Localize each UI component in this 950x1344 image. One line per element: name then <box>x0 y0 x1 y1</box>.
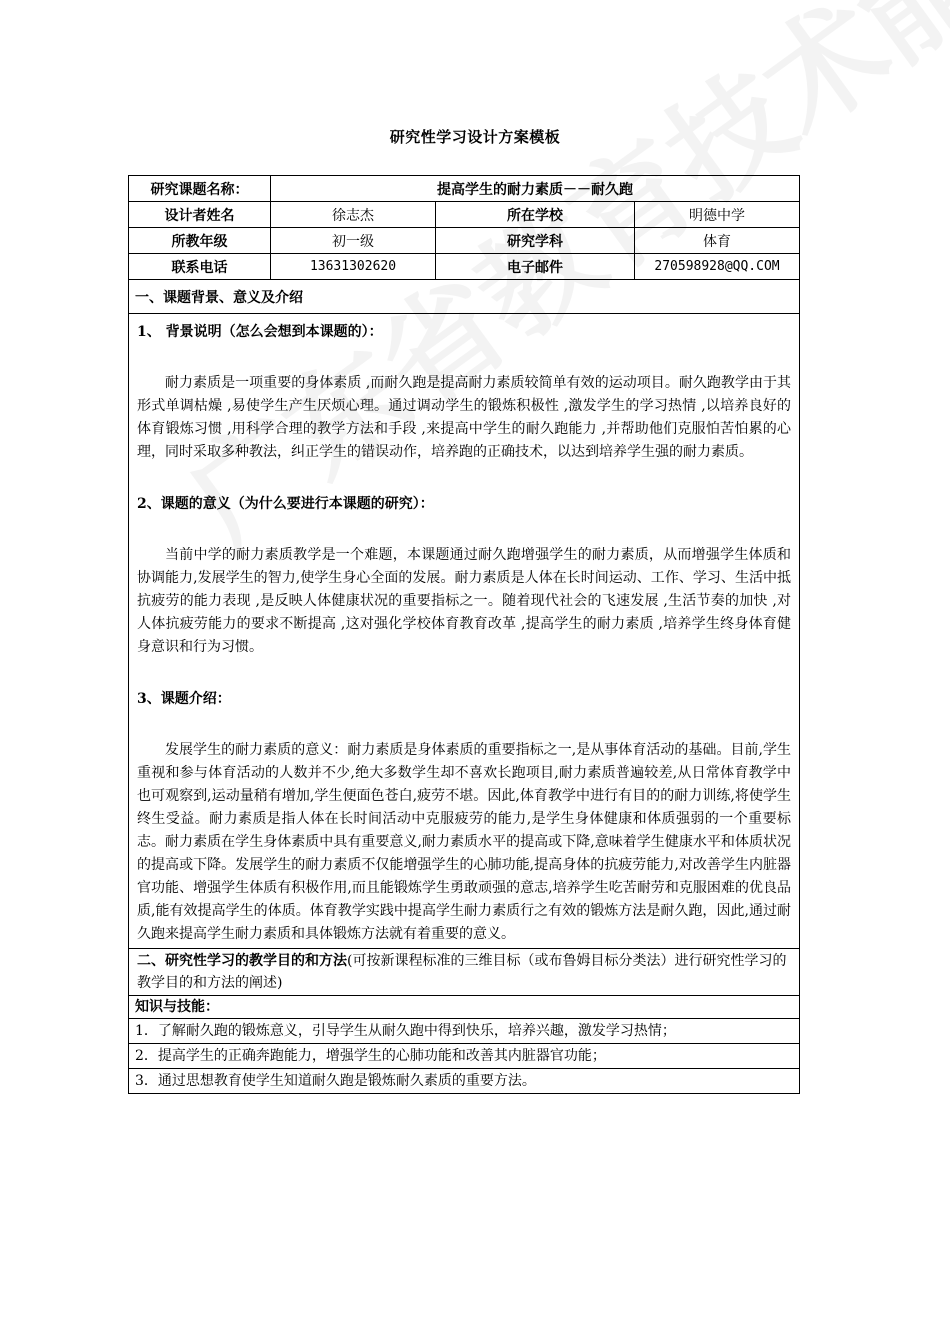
email-label: 电子邮件 <box>436 254 635 280</box>
designer-label: 设计者姓名 <box>129 202 271 228</box>
phone-value: 13631302620 <box>271 254 436 280</box>
section2-heading-note: (可按新课程标准的三维目标（或布鲁姆目标分类法）进行研究性学习的教学目的和方法的阐述) <box>137 953 787 991</box>
section1-body <box>129 314 800 949</box>
section1-body-row <box>129 314 800 949</box>
significance-paragraph: 当前中学的耐力素质教学是一个难题，本课题通过耐久跑增强学生的耐力素质，从而增强学生体质和协调能力,发展学生的智力,使学生身心全面的发展。耐力素质是人体在长时间运动、工作、学习、生活中抵抗疲劳的能力表现 ,是反映人体健康状况的重要指标之一。随着现代社会的飞速发展 ,生活节奏的加快 ,对人体抗疲劳能力的要求不断提高 ,这对强化学校体育教育改革 ,提高学生的耐力素质 ,培养学生终身体育健身意识和行为习惯。 <box>137 547 792 655</box>
introduction-paragraph: 发展学生的耐力素质的意义：耐力素质是身体素质的重要指标之一,是从事体育活动的基础。目前,学生重视和参与体育活动的人数并不少,绝大多数学生却不喜欢长跑项目,耐力素质普遍较差,从日常体育教学中也可观察到,运动量稍有增加,学生便面色苍白,疲劳不堪。因此,体育教学中进行有目的的耐力训练,将使学生终生受益。耐力素质是指人体在长时间活动中克服疲劳的能力,是学生身体健康和体质强弱的一个重要标志。耐力素质在学生身体素质中具有重要意义,耐力素质水平的提高或下降,意味着学生健康水平和体质状况的提高或下降。发展学生的耐力素质不仅能增强学生的心肺功能,提高身体的抗疲劳能力,对改善学生内脏器官功能、增强学生体质有积极作用,而且能锻炼学生勇敢顽强的意志,培养学生吃苦耐劳和克服困难的优良品质,能有效提高学生的体质。体育教学实践中提高学生耐力素质行之有效的锻炼方法是耐久跑，因此,通过耐久跑来提高学生耐力素质和具体锻炼方法就有着重要的意义。 <box>137 742 792 942</box>
section2-heading <box>129 949 800 996</box>
knowledge-item-row <box>129 1069 800 1094</box>
knowledge-item-3: 3．通过思想教育使学生知道耐久跑是锻炼耐久素质的重要方法。 <box>129 1069 800 1094</box>
phone-label: 联系电话 <box>129 254 271 280</box>
knowledge-item-2: 2．提高学生的正确奔跑能力，增强学生的心肺功能和改善其内脏器官功能； <box>129 1044 800 1069</box>
subject-value: 体育 <box>635 228 800 254</box>
introduction-subheading: 3、课题介绍： <box>137 691 231 707</box>
knowledge-item-1: 1．了解耐久跑的锻炼意义，引导学生从耐久跑中得到快乐，培养兴趣，激发学习热情； <box>129 1019 800 1044</box>
designer-value: 徐志杰 <box>271 202 436 228</box>
grade-row <box>129 228 800 254</box>
background-paragraph: 耐力素质是一项重要的身体素质 ,而耐久跑是提高耐力素质较简单有效的运动项目。耐久跑教学由于其形式单调枯燥 ,易使学生产生厌烦心理。通过调动学生的锻炼积极性 ,激发学生的学习热情 ,以培养良好的体育锻炼习惯 ,用科学合理的教学方法和手段 ,来提高中学生的耐久跑能力 ,并帮助他们克服怕苦怕累的心理，同时采取多种教法，纠正学生的错误动作，培养跑的正确技术，以达到培养学生强的耐力素质。 <box>137 375 792 460</box>
section1-heading-row <box>129 280 800 314</box>
school-value: 明德中学 <box>635 202 800 228</box>
topic-label: 研究课题名称： <box>129 176 271 202</box>
background-subheading: 1、 背景说明（怎么会想到本课题的）： <box>137 324 383 340</box>
knowledge-heading-row <box>129 996 800 1019</box>
page-title: 研究性学习设计方案模板 <box>389 128 561 146</box>
email-value: 270598928@QQ.COM <box>635 254 800 280</box>
grade-label: 所教年级 <box>129 228 271 254</box>
knowledge-item-row <box>129 1019 800 1044</box>
section2-heading-bold: 二、研究性学习的教学目的和方法 <box>137 953 347 969</box>
topic-row <box>129 176 800 202</box>
significance-subheading: 2、课题的意义（为什么要进行本课题的研究）： <box>137 496 434 512</box>
designer-row <box>129 202 800 228</box>
knowledge-heading: 知识与技能： <box>129 996 800 1019</box>
grade-value: 初一级 <box>271 228 436 254</box>
school-label: 所在学校 <box>436 202 635 228</box>
subject-label: 研究学科 <box>436 228 635 254</box>
contact-row <box>129 254 800 280</box>
section2-heading-row <box>129 949 800 996</box>
knowledge-item-row <box>129 1044 800 1069</box>
topic-value: 提高学生的耐力素质－－耐久跑 <box>271 176 800 202</box>
section1-heading: 一、课题背景、意义及介绍 <box>129 280 800 314</box>
design-plan-table <box>128 175 800 1094</box>
